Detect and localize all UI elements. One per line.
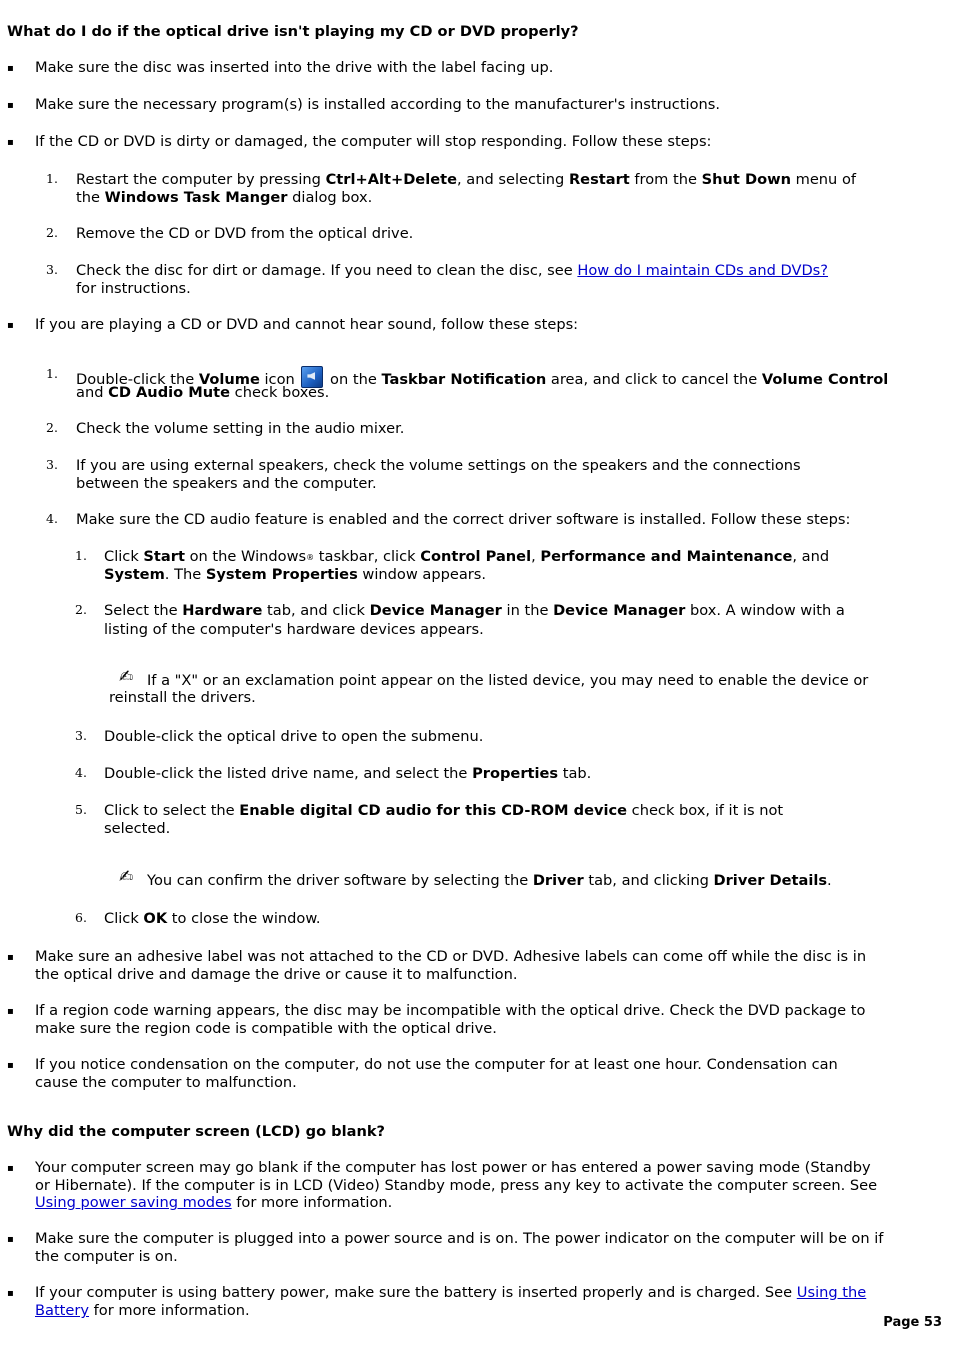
- bullet-text: If a region code warning appears, the disc may be incompatible with the optical drive. Check the DVD package to: [35, 1002, 866, 1019]
- bullet-text: the computer is on.: [35, 1248, 178, 1265]
- step-text: Restart the computer by pressing Ctrl+Alt+Delete, and selecting Restart from the Shut Down menu of: [76, 171, 857, 188]
- section-heading-optical-drive: What do I do if the optical drive isn't playing my CD or DVD properly?: [7, 23, 579, 40]
- bullet-marker: ▪: [7, 1060, 14, 1071]
- step-text: and CD Audio Mute check boxes.: [76, 384, 330, 401]
- bullet-text: the optical drive and damage the drive or cause it to malfunction.: [35, 966, 518, 983]
- step-number: 1.: [75, 548, 87, 563]
- bullet-marker: ▪: [7, 100, 14, 111]
- step-text: Select the Hardware tab, and click Device Manager in the Device Manager box. A window with a: [104, 602, 845, 619]
- note-icon: ✍: [119, 867, 134, 887]
- step-text: If you are using external speakers, check the volume settings on the speakers and the connections: [76, 457, 801, 474]
- note-icon: ✍: [119, 667, 134, 687]
- step-text: for instructions.: [76, 280, 191, 297]
- step-number: 3.: [46, 262, 58, 277]
- page-number: Page 53: [883, 1315, 942, 1330]
- step-text: the Windows Task Manger dialog box.: [76, 189, 373, 206]
- step-number: 1.: [46, 171, 58, 186]
- bullet-text: or Hibernate). If the computer is in LCD (Video) Standby mode, press any key to activate the computer screen. See: [35, 1177, 878, 1194]
- step-text: Click Start on the Windows® taskbar, click Control Panel, Performance and Maintenance, and: [104, 548, 830, 565]
- bullet-marker: ▪: [7, 1234, 14, 1245]
- step-number: 2.: [46, 225, 58, 240]
- bullet-text: If you notice condensation on the computer, do not use the computer for at least one hour. Condensation can: [35, 1056, 838, 1073]
- step-number: 6.: [75, 910, 87, 925]
- bullet-text: If the CD or DVD is dirty or damaged, the computer will stop responding. Follow these steps:: [35, 133, 712, 150]
- bullet-marker: ▪: [7, 1006, 14, 1017]
- section-heading-lcd-blank: Why did the computer screen (LCD) go blank?: [7, 1123, 386, 1140]
- bullet-text: Make sure the computer is plugged into a power source and is on. The power indicator on the computer will be on if: [35, 1230, 884, 1247]
- note-text: If a "X" or an exclamation point appear on the listed device, you may need to enable the device or: [147, 672, 869, 689]
- step-text: between the speakers and the computer.: [76, 475, 377, 492]
- bullet-marker: ▪: [7, 320, 14, 331]
- bullet-text: Make sure an adhesive label was not attached to the CD or DVD. Adhesive labels can come off while the disc is in: [35, 948, 867, 965]
- link-maintain-cds[interactable]: How do I maintain CDs and DVDs?: [577, 262, 829, 279]
- step-text: Remove the CD or DVD from the optical drive.: [76, 225, 414, 242]
- bullet-marker: ▪: [7, 63, 14, 74]
- link-using-the-battery-cont[interactable]: Battery: [35, 1302, 90, 1319]
- bullet-text: Battery for more information.: [35, 1302, 250, 1319]
- link-using-the-battery[interactable]: Using the: [796, 1284, 867, 1301]
- bullet-text: Your computer screen may go blank if the computer has lost power or has entered a power saving mode (Standby: [35, 1159, 871, 1176]
- step-text: Double-click the optical drive to open the submenu.: [104, 728, 484, 745]
- step-number: 5.: [75, 802, 87, 817]
- step-text: Click to select the Enable digital CD audio for this CD-ROM device check box, if it is not: [104, 802, 784, 819]
- step-text: Check the disc for dirt or damage. If you need to clean the disc, see How do I maintain CDs and DVDs?: [76, 262, 829, 279]
- link-power-saving-modes[interactable]: Using power saving modes: [35, 1194, 232, 1211]
- step-number: 2.: [75, 602, 87, 617]
- step-number: 1.: [46, 366, 58, 381]
- bullet-text: Make sure the disc was inserted into the drive with the label facing up.: [35, 59, 554, 76]
- note-text: reinstall the drivers.: [109, 689, 256, 706]
- bullet-marker: ▪: [7, 1288, 14, 1299]
- step-number: 2.: [46, 420, 58, 435]
- note-text: You can confirm the driver software by selecting the Driver tab, and clicking Driver Details.: [147, 872, 832, 889]
- bullet-text: If you are playing a CD or DVD and cannot hear sound, follow these steps:: [35, 316, 579, 333]
- step-text: System. The System Properties window appears.: [104, 566, 487, 583]
- bullet-text: Make sure the necessary program(s) is installed according to the manufacturer's instructions.: [35, 96, 721, 113]
- bullet-marker: ▪: [7, 1163, 14, 1174]
- step-text: Make sure the CD audio feature is enabled and the correct driver software is installed. Follow these steps:: [76, 511, 851, 528]
- step-text: Double-click the Volume icon on the Taskbar Notification area, and click to cancel the Volume Control: [76, 366, 888, 389]
- step-text: listing of the computer's hardware devices appears.: [104, 621, 484, 638]
- step-number: 4.: [75, 765, 87, 780]
- step-text: Click OK to close the window.: [104, 910, 321, 927]
- bullet-marker: ▪: [7, 952, 14, 963]
- step-number: 3.: [75, 728, 87, 743]
- bullet-text: Using power saving modes for more information.: [35, 1194, 393, 1211]
- step-text: Check the volume setting in the audio mixer.: [76, 420, 405, 437]
- step-number: 3.: [46, 457, 58, 472]
- step-text: selected.: [104, 820, 171, 837]
- bullet-marker: ▪: [7, 137, 14, 148]
- bullet-text: cause the computer to malfunction.: [35, 1074, 297, 1091]
- bullet-text: make sure the region code is compatible with the optical drive.: [35, 1020, 497, 1037]
- bullet-text: If your computer is using battery power, make sure the battery is inserted properly and is charged. See Using the: [35, 1284, 867, 1301]
- step-text: Double-click the listed drive name, and select the Properties tab.: [104, 765, 592, 782]
- step-number: 4.: [46, 511, 58, 526]
